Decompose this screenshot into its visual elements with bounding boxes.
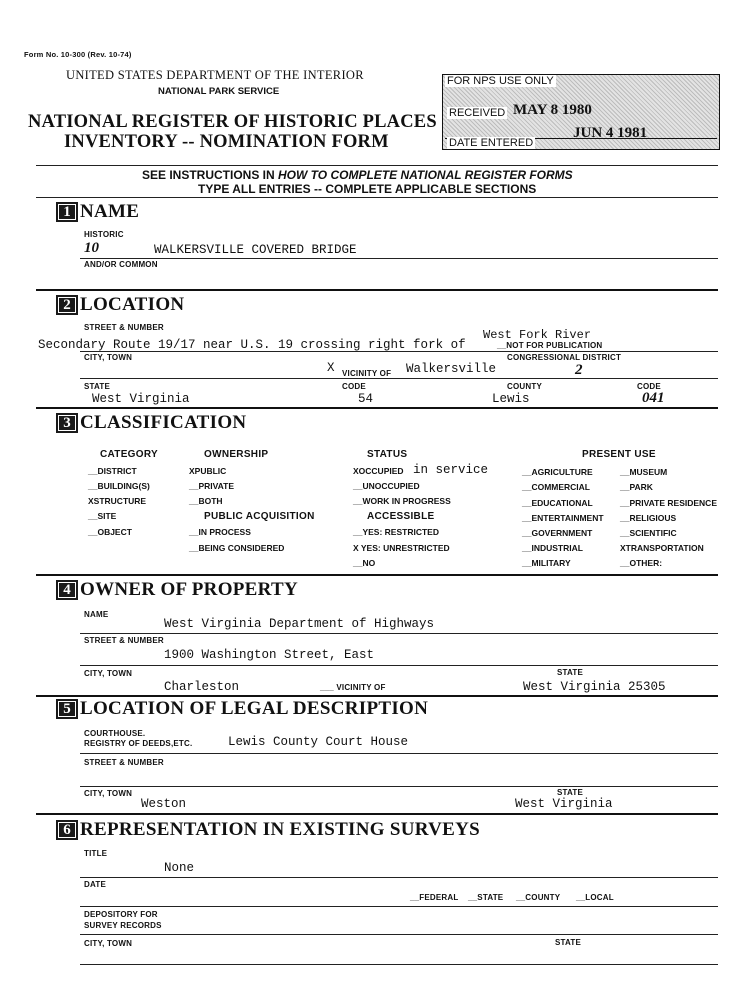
category-header: CATEGORY (100, 449, 158, 460)
state-code-label: CODE (342, 382, 366, 391)
service-name: NATIONAL PARK SERVICE (158, 86, 280, 97)
street-value-line1: West Fork River (483, 328, 592, 342)
use-park: __PARK (620, 482, 653, 492)
category-site: __SITE (88, 511, 117, 521)
nps-box-header: FOR NPS USE ONLY (447, 75, 554, 87)
owner-street-label: STREET & NUMBER (84, 636, 164, 645)
congressional-district-value: 2 (575, 362, 583, 378)
courthouse-label-line1: COURTHOUSE. (84, 729, 146, 738)
ownership-private: __PRIVATE (189, 481, 235, 491)
owner-vicinity-label: ___ VICINITY OF (320, 683, 386, 692)
city-town-label: CITY, TOWN (84, 353, 133, 362)
use-other: __OTHER: (620, 558, 663, 568)
owner-name-label: NAME (84, 610, 109, 619)
state-code-value: 54 (358, 392, 374, 406)
section-5-number: 5 (56, 699, 78, 719)
legal-street-label: STREET & NUMBER (84, 758, 164, 767)
accessible-unrestricted: X YES: UNRESTRICTED (353, 543, 450, 553)
category-buildings: __BUILDING(S) (88, 481, 150, 491)
owner-name-value: West Virginia Department of Highways (164, 617, 435, 631)
street-number-label: STREET & NUMBER (84, 323, 164, 332)
section-3-number: 3 (56, 413, 78, 433)
ownership-both: __BOTH (189, 496, 223, 506)
use-religious: __RELIGIOUS (620, 513, 677, 523)
section-owner-header (56, 579, 298, 601)
survey-federal: __FEDERAL (410, 893, 459, 902)
county-value: Lewis (492, 392, 530, 406)
public-acquisition-header: PUBLIC ACQUISITION (204, 511, 315, 522)
section-legal-header (56, 698, 428, 720)
use-private-residence: __PRIVATE RESIDENCE (620, 498, 717, 508)
use-industrial: __INDUSTRIAL (522, 543, 583, 553)
depository-label-line1: DEPOSITORY FOR (84, 910, 158, 919)
survey-title-value: None (164, 861, 195, 875)
vicinity-of-label: VICINITY OF (342, 369, 392, 378)
historic-name-value: WALKERSVILLE COVERED BRIDGE (154, 243, 357, 257)
county-code-label: CODE (637, 382, 661, 391)
status-work-in-progress: __WORK IN PROGRESS (353, 496, 451, 506)
section-6-number: 6 (56, 820, 78, 840)
section-1-title: NAME (80, 201, 140, 222)
use-museum: __MUSEUM (620, 467, 668, 477)
street-value-line2: Secondary Route 19/17 near U.S. 19 crossing right fork of (38, 338, 466, 352)
section-4-title: OWNER OF PROPERTY (80, 579, 299, 600)
date-entered-label: DATE ENTERED (449, 137, 534, 149)
historic-label: HISTORIC (84, 230, 124, 239)
received-date: MAY 8 1980 (513, 102, 592, 118)
legal-city-label: CITY, TOWN (84, 789, 133, 798)
use-agriculture: __AGRICULTURE (522, 467, 593, 477)
owner-state-label: STATE (557, 668, 584, 677)
common-name-label: AND/OR COMMON (84, 260, 158, 269)
survey-title-label: TITLE (84, 849, 108, 858)
use-government: __GOVERNMENT (522, 528, 593, 538)
status-unoccupied: __UNOCCUPIED (353, 481, 420, 491)
legal-state-label: STATE (557, 788, 584, 797)
survey-local: __LOCAL (576, 893, 614, 902)
status-occupied-note: in service (413, 463, 489, 477)
survey-date-label: DATE (84, 880, 106, 889)
category-structure: XSTRUCTURE (88, 496, 147, 506)
ownership-header: OWNERSHIP (204, 449, 269, 460)
instructions-prefix: SEE INSTRUCTIONS IN (142, 168, 279, 182)
section-2-number: 2 (56, 295, 78, 315)
section-2-title: LOCATION (80, 294, 185, 315)
survey-state: __STATE (468, 893, 504, 902)
courthouse-value: Lewis County Court House (228, 735, 409, 749)
form-title-line1: NATIONAL REGISTER OF HISTORIC PLACES (28, 112, 437, 132)
use-scientific: __SCIENTIFIC (620, 528, 677, 538)
department-name: UNITED STATES DEPARTMENT OF THE INTERIOR (66, 68, 364, 82)
status-occupied: XOCCUPIED (353, 466, 404, 476)
survey-city-label: CITY, TOWN (84, 939, 133, 948)
present-use-header: PRESENT USE (582, 449, 656, 460)
instructions-italic: HOW TO COMPLETE NATIONAL REGISTER FORMS (278, 168, 573, 182)
survey-county: __COUNTY (516, 893, 561, 902)
date-entered-value: JUN 4 1981 (573, 125, 648, 141)
acquisition-in-process: __IN PROCESS (189, 527, 251, 537)
form-number: Form No. 10-300 (Rev. 10-74) (24, 50, 132, 59)
ownership-public: XPUBLIC (189, 466, 227, 476)
owner-city-label: CITY, TOWN (84, 669, 133, 678)
congressional-district-label: CONGRESSIONAL DISTRICT (507, 353, 622, 362)
category-object: __OBJECT (88, 527, 132, 537)
form-title-line2: INVENTORY -- NOMINATION FORM (64, 132, 389, 152)
section-6-title: REPRESENTATION IN EXISTING SURVEYS (80, 819, 481, 840)
state-value: West Virginia (92, 392, 190, 406)
legal-state-value: West Virginia (515, 797, 613, 811)
city-value: Walkersville (406, 362, 497, 376)
accessible-restricted: __YES: RESTRICTED (353, 527, 439, 537)
legal-city-value: Weston (141, 797, 187, 811)
nps-use-only-box (442, 74, 720, 150)
status-header: STATUS (367, 449, 408, 460)
use-military: __MILITARY (522, 558, 571, 568)
use-commercial: __COMMERCIAL (522, 482, 591, 492)
section-name-header (56, 201, 139, 223)
use-transportation: XTRANSPORTATION (620, 543, 704, 553)
section-classification-header (56, 412, 246, 434)
state-label: STATE (84, 382, 111, 391)
received-label: RECEIVED (449, 107, 506, 119)
owner-street-value: 1900 Washington Street, East (164, 648, 375, 662)
historic-handwritten-number: 10 (84, 240, 99, 256)
not-for-publication: __NOT FOR PUBLICATION (497, 341, 603, 350)
section-location-header (56, 294, 184, 316)
instructions-line1 (142, 168, 573, 182)
owner-city-value: Charleston (164, 680, 240, 694)
acquisition-being-considered: __BEING CONSIDERED (189, 543, 285, 553)
courthouse-label-line2: REGISTRY OF DEEDS,ETC. (84, 739, 193, 748)
vicinity-mark: X (327, 361, 335, 375)
section-3-title: CLASSIFICATION (80, 412, 247, 433)
accessible-no: __NO (353, 558, 376, 568)
depository-label-line2: SURVEY RECORDS (84, 921, 162, 930)
owner-state-value: West Virginia 25305 (523, 680, 666, 694)
survey-state-label: STATE (555, 938, 582, 947)
instructions-line2: TYPE ALL ENTRIES -- COMPLETE APPLICABLE SECTIONS (198, 182, 537, 196)
accessible-header: ACCESSIBLE (367, 511, 435, 522)
county-label: COUNTY (507, 382, 542, 391)
category-district: __DISTRICT (88, 466, 137, 476)
county-code-value: 041 (642, 390, 665, 406)
use-educational: __EDUCATIONAL (522, 498, 593, 508)
use-entertainment: __ENTERTAINMENT (522, 513, 604, 523)
section-surveys-header (56, 819, 480, 841)
section-4-number: 4 (56, 580, 78, 600)
section-5-title: LOCATION OF LEGAL DESCRIPTION (80, 698, 429, 719)
section-1-number: 1 (56, 202, 78, 222)
